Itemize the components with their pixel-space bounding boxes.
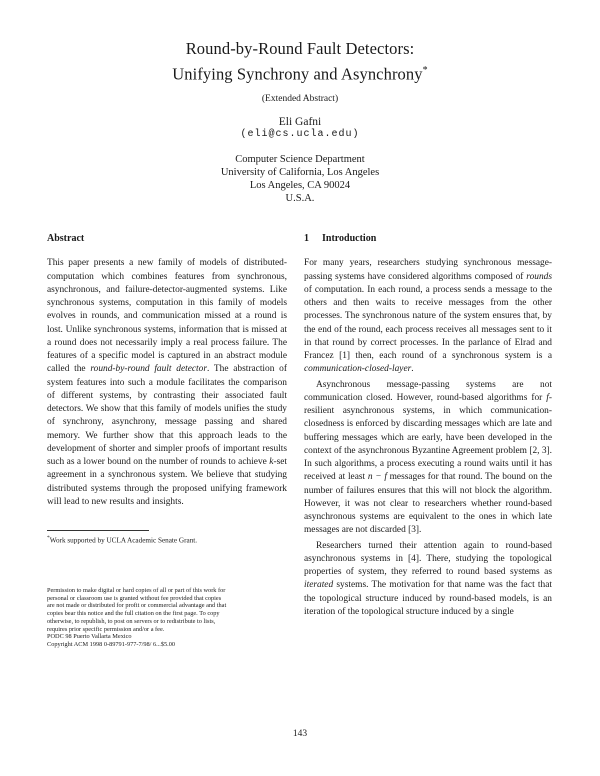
affiliation-city: Los Angeles, CA 90024 (249, 179, 351, 191)
intro-emphasis: rounds (526, 271, 552, 282)
copyright-line: personal or classroom use is granted without fee provided that copies (47, 594, 222, 602)
affiliation-country: U.S.A. (285, 192, 315, 204)
paper-subtitle: (Extended Abstract) (261, 93, 339, 104)
intro-emphasis: communication-closed-layer (304, 364, 412, 375)
section-title: Introduction (322, 233, 377, 244)
intro-text: Asynchronous message-passing systems are not communication closed. However, round-based algorithms for (304, 379, 552, 403)
intro-paragraph-1 (304, 257, 552, 376)
copyright-line: Permission to make digital or hard copies of all or part of this work for (47, 587, 226, 594)
author-email: (eli@cs.ucla.edu) (240, 128, 360, 140)
copyright-line: otherwise, to republish, to post on servers or to redistribute to lists, (47, 617, 216, 625)
copyright-line: copies bear this notice and the full citation on the first page. To copy (47, 610, 220, 618)
title-block (0, 38, 600, 205)
author-name: Eli Gafni (278, 115, 322, 128)
right-column (304, 232, 552, 619)
abstract-heading: Abstract (47, 233, 85, 244)
intro-paragraph-2 (304, 379, 552, 538)
copyright-line: requires prior specific permission and/or a fee. (47, 625, 165, 633)
copyright-line: are not made or distributed for profit or commercial advantage and that (47, 602, 227, 610)
abstract-text-1: This paper presents a new family of models of distributed-computation which combines features from synchronous, asynchronous, and failure-detector-augmented systems. Like synchronous systems, computation in this family of models evolves in rounds, and communication missed at a round is lost. Unlike synchronous systems, information that is missed at a round does not necessarily imply a real process failure. The features of a specific model is captured in an abstract module called the (47, 258, 287, 375)
left-column (47, 232, 287, 509)
section-number: 1 (304, 233, 309, 244)
title-line-2: Unifying Synchrony and Asynchrony (172, 64, 423, 84)
title-line-1: Round-by-Round Fault Detectors: (185, 39, 415, 58)
affiliation-university: University of California, Los Angeles (220, 166, 380, 178)
intro-text: -resilient asynchronous systems, in which communication-closedness is enforced by discarding messages which are late and buffering messages which are early, have been developed in the context of the asynchronous Byzantine Agreement problem [2, 3]. In such algorithms, a process executing a round waits until it has received at least (304, 392, 552, 483)
author-affiliation (0, 153, 600, 205)
abstract-paragraph (47, 257, 287, 509)
footnote (47, 534, 287, 545)
introduction-heading (304, 232, 552, 245)
footnote-rule (47, 530, 149, 531)
intro-emphasis: iterated (304, 580, 334, 591)
intro-variable: n − f (367, 472, 387, 483)
intro-text: Researchers turned their attention again to round-based asynchronous systems in [4]. There, studying the topological properties of system, they referred to round based systems as (304, 540, 552, 577)
page-number: 143 (292, 729, 308, 739)
intro-paragraph-3 (304, 540, 552, 620)
abstract-emphasis: round-by-round fault detector (90, 364, 207, 375)
intro-variable: f (546, 392, 549, 403)
footnote-text: Work supported by UCLA Academic Senate Grant. (49, 536, 198, 545)
intro-text: For many years, researchers studying synchronous message-passing systems have considered algorithms composed of (304, 258, 552, 282)
conference-line: PODC 98 Puerto Vallarta Mexico (47, 633, 132, 641)
paper-title (0, 38, 600, 86)
intro-text: systems. The motivation for that name was the fact that the topological structure induced by round-based models, is an iteration of the topological structure induced by a single (304, 580, 552, 617)
abstract-text-2: . The abstraction of system features into such a module facilitates the comparison of different systems, by contrasting their associated fault detectors. We show that this family of models unifies the study of synchrony, asynchrony, message passing and shared memory. We further show that this approach leads to the development of shorter and simpler proofs of important results such as a lower bound on the number of rounds to achieve (47, 364, 287, 467)
intro-text: . (411, 364, 414, 375)
abstract-text-3: -set agreement in a synchronous system. We believe that studying distributed systems through the proposed unifying framework will lead to new results and insights. (47, 457, 287, 507)
title-footnote-mark: * (422, 65, 428, 76)
intro-text: messages for that round. The bound on the number of failures ensures that this will not block the algorithm. However, it was not clear to researchers whether round-based asynchronous systems are equivalent to the ones in which late messages are not discarded [3]. (304, 472, 552, 536)
intro-text: of computation. In each round, a process sends a message to the others and then waits to receive messages from the other processes. The synchronous nature of the system ensures that, by the end of the round, each process receives all messages sent to it in that round by correct processes. In the parlance of Elrad and Francez [1] then, each round of a synchronous system is a (304, 284, 552, 361)
affiliation-dept: Computer Science Department (235, 153, 365, 165)
abstract-variable: k (269, 457, 274, 467)
copyright-statement: Copyright ACM 1998 0-89791-977-7/98/ 6...$5.00 (47, 640, 176, 648)
footnote-mark: * (47, 535, 50, 541)
copyright-notice (47, 587, 287, 649)
